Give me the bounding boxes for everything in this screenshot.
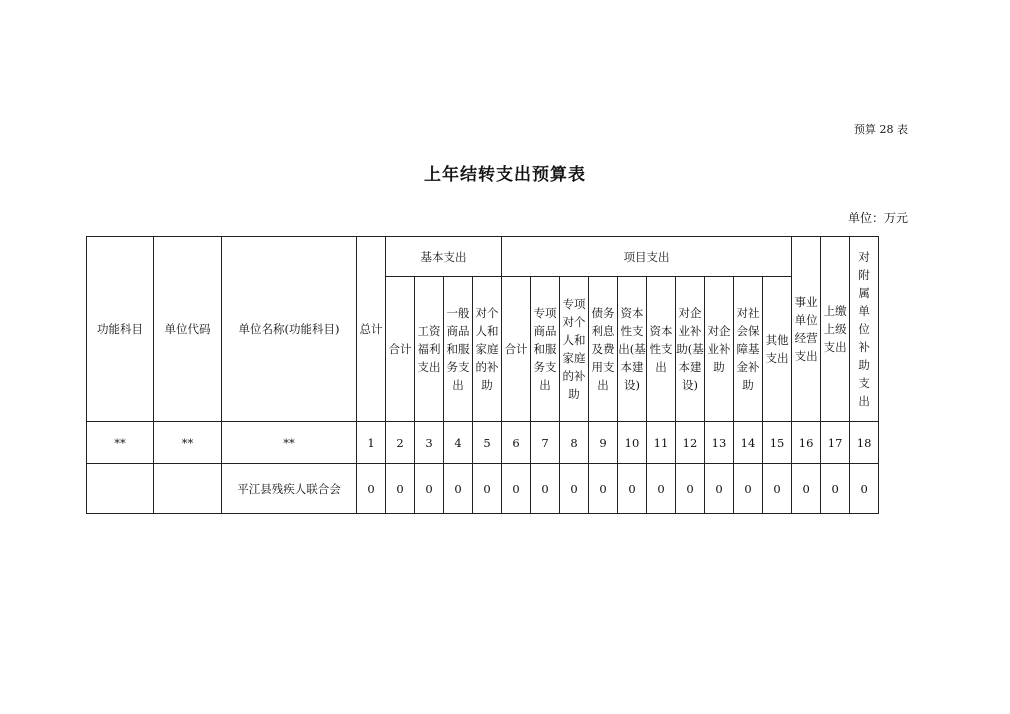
data-cell: 0: [386, 464, 415, 514]
header-project-sub: 专项商品和服务支出: [531, 277, 560, 422]
header-project-sub: 债务利息及费用支出: [589, 277, 618, 422]
form-number: 预算 28 表: [854, 123, 908, 136]
header-project-sub: 专项对个人和家庭的补助: [560, 277, 589, 422]
header-subsidiary: 对附属单位补助支出: [850, 237, 879, 422]
budget-table: [86, 236, 934, 514]
data-cell: 0: [473, 464, 502, 514]
header-project: 项目支出: [502, 237, 792, 277]
header-project-sub: 对企业补助(基本建设): [676, 277, 705, 422]
index-cell: 14: [734, 422, 763, 464]
header-basic-sub: 一般商品和服务支出: [444, 277, 473, 422]
header-basic-sub: 工资福利支出: [415, 277, 444, 422]
data-cell: 0: [531, 464, 560, 514]
index-cell: 11: [647, 422, 676, 464]
index-cell: 2: [386, 422, 415, 464]
page-title: 上年结转支出预算表: [424, 165, 586, 185]
header-unit-name: 单位名称(功能科目): [222, 237, 357, 422]
index-cell: 6: [502, 422, 531, 464]
index-cell: 16: [792, 422, 821, 464]
data-cell: 0: [792, 464, 821, 514]
index-cell: **: [222, 422, 357, 464]
data-cell: 0: [502, 464, 531, 514]
index-cell: 9: [589, 422, 618, 464]
index-cell: 7: [531, 422, 560, 464]
index-cell: 5: [473, 422, 502, 464]
data-cell: 0: [734, 464, 763, 514]
data-cell: 0: [560, 464, 589, 514]
header-row-1: [87, 237, 934, 277]
index-cell: 1: [357, 422, 386, 464]
index-row: [87, 422, 934, 464]
data-cell: 0: [589, 464, 618, 514]
index-cell: **: [87, 422, 154, 464]
header-func-subject: 功能科目: [87, 237, 154, 422]
header-project-sub: 合计: [502, 277, 531, 422]
header-basic-sub: 合计: [386, 277, 415, 422]
data-cell: 0: [357, 464, 386, 514]
unit-name-cell: 平江县残疾人联合会: [222, 464, 357, 514]
data-cell: 0: [763, 464, 792, 514]
header-project-sub: 资本性支出(基本建设): [618, 277, 647, 422]
data-cell: 0: [676, 464, 705, 514]
header-project-sub: 其他支出: [763, 277, 792, 422]
header-total: 总计: [357, 237, 386, 422]
header-basic: 基本支出: [386, 237, 502, 277]
index-cell: 13: [705, 422, 734, 464]
unit-label: 单位：万元: [847, 211, 908, 225]
table-row: [87, 464, 934, 514]
data-cell: 0: [618, 464, 647, 514]
data-cell: 0: [444, 464, 473, 514]
data-cell: 0: [415, 464, 444, 514]
header-unit-code: 单位代码: [154, 237, 222, 422]
data-cell: 0: [705, 464, 734, 514]
index-cell: 4: [444, 422, 473, 464]
index-cell: 3: [415, 422, 444, 464]
data-cell: 0: [647, 464, 676, 514]
header-project-sub: 对企业补助: [705, 277, 734, 422]
header-basic-sub: 对个人和家庭的补助: [473, 277, 502, 422]
index-cell: 12: [676, 422, 705, 464]
index-cell: 15: [763, 422, 792, 464]
header-project-sub: 对社会保障基金补助: [734, 277, 763, 422]
index-cell: 10: [618, 422, 647, 464]
index-cell: 18: [850, 422, 879, 464]
data-cell: [154, 464, 222, 514]
header-upper: 上缴上级支出: [821, 237, 850, 422]
data-cell: [87, 464, 154, 514]
header-enterprise: 事业单位经营支出: [792, 237, 821, 422]
index-cell: 8: [560, 422, 589, 464]
index-cell: **: [154, 422, 222, 464]
data-cell: 0: [821, 464, 850, 514]
index-cell: 17: [821, 422, 850, 464]
header-project-sub: 资本性支出: [647, 277, 676, 422]
data-cell: 0: [850, 464, 879, 514]
